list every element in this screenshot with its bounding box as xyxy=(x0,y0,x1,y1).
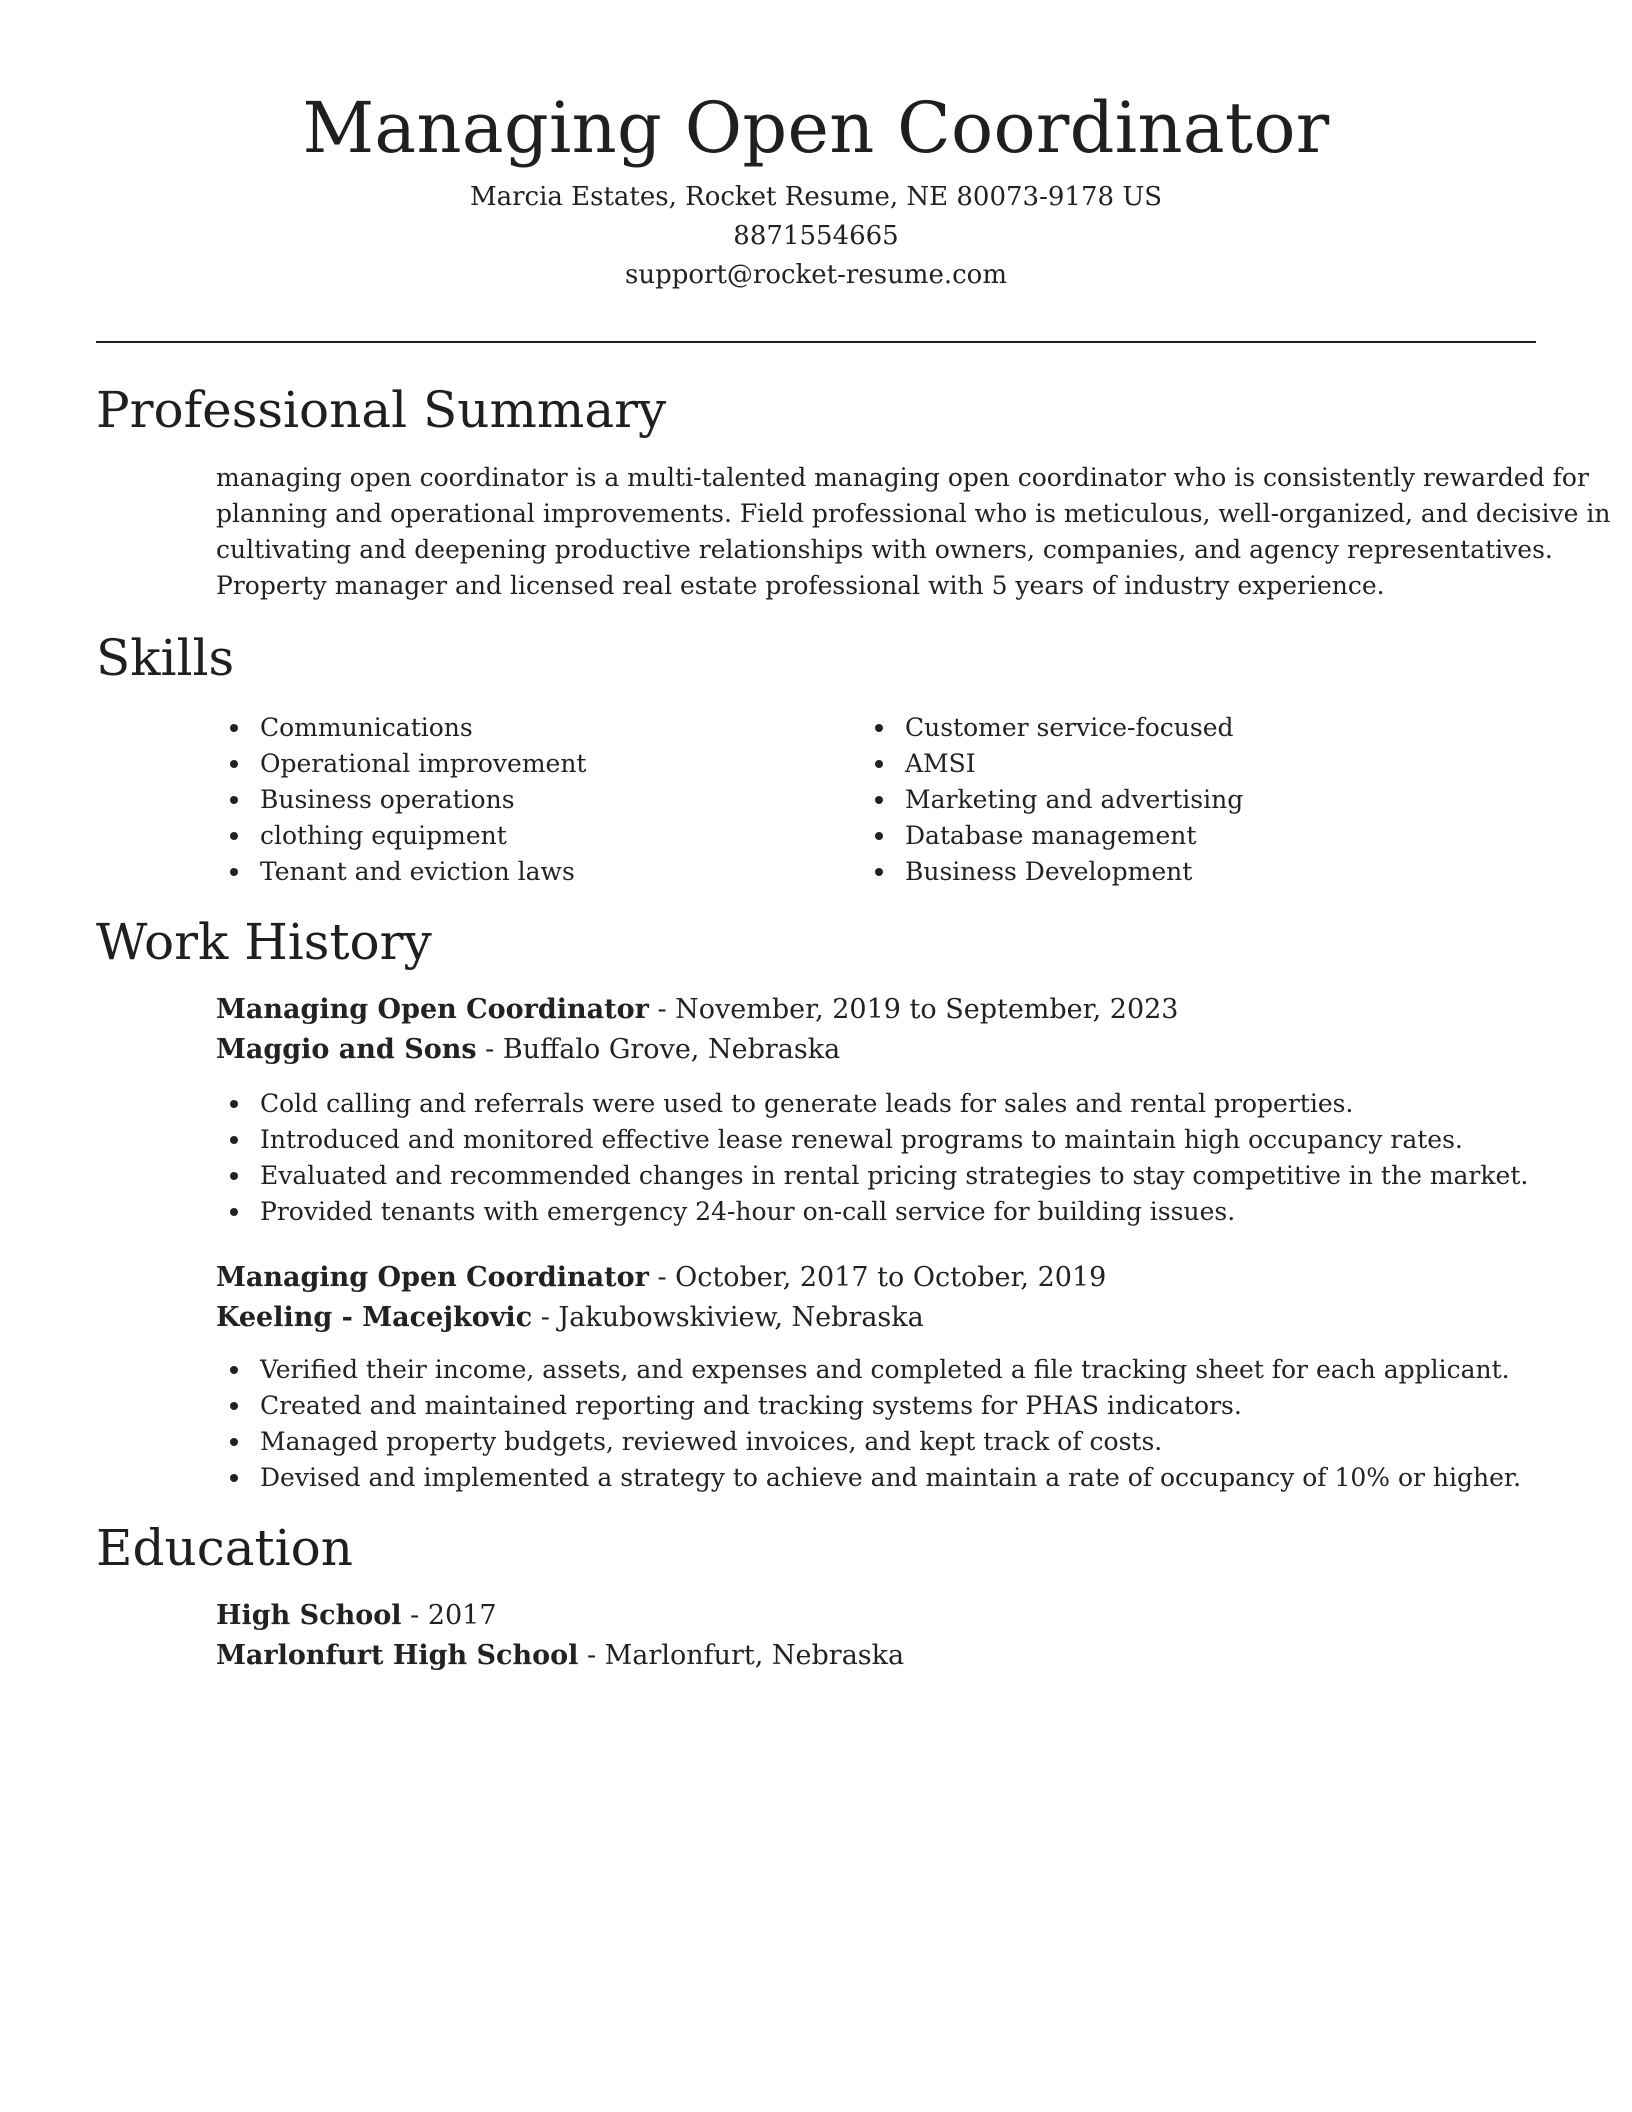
skill-item xyxy=(861,818,1243,854)
education-degree: High School xyxy=(216,1600,402,1631)
job-location: - Jakubowskiview, Nebraska xyxy=(532,1302,924,1333)
education-entry xyxy=(216,1596,1536,1676)
candidate-name: Managing Open Coordinator xyxy=(302,87,1330,169)
bullet-icon xyxy=(875,796,883,804)
job-duty xyxy=(216,1352,1536,1388)
summary-line: cultivating and deepening productive relationships with owners, companies, and agency representatives. xyxy=(216,535,1553,564)
bullet-icon xyxy=(230,1172,238,1180)
skill-item xyxy=(216,746,586,782)
skill-item xyxy=(861,782,1243,818)
address: Marcia Estates, Rocket Resume, NE 80073-9178 US xyxy=(469,182,1163,212)
job-company: Keeling - Macejkovic xyxy=(216,1302,533,1333)
skills-list-left xyxy=(216,710,586,890)
job-role: Managing Open Coordinator xyxy=(216,994,649,1025)
bullet-icon xyxy=(230,868,238,876)
skill-item xyxy=(861,746,1243,782)
bullet-icon xyxy=(230,1438,238,1446)
phone-number: 8871554665 xyxy=(733,221,899,251)
skill-item xyxy=(216,710,586,746)
bullet-icon xyxy=(230,1136,238,1144)
job-location: - Buffalo Grove, Nebraska xyxy=(476,1034,841,1065)
education-school-line xyxy=(216,1636,1536,1676)
job-duties-list xyxy=(216,1352,1536,1496)
education-location: - Marlonfurt, Nebraska xyxy=(578,1640,905,1671)
resume-header xyxy=(96,80,1536,290)
job-company: Maggio and Sons xyxy=(216,1034,477,1065)
skill-item xyxy=(216,782,586,818)
job-duty xyxy=(216,1086,1536,1122)
job-entry xyxy=(216,990,1536,1230)
skill-item xyxy=(861,710,1243,746)
bullet-icon xyxy=(230,796,238,804)
bullet-icon xyxy=(230,832,238,840)
email-address: support@rocket-resume.com xyxy=(624,260,1007,290)
skills-column-right xyxy=(861,710,1243,890)
job-duty xyxy=(216,1158,1536,1194)
bullet-icon xyxy=(230,1208,238,1216)
skills-list-right xyxy=(861,710,1243,890)
job-duty xyxy=(216,1122,1536,1158)
bullet-icon xyxy=(230,760,238,768)
bullet-icon xyxy=(875,760,883,768)
bullet-icon xyxy=(875,724,883,732)
education-school: Marlonfurt High School xyxy=(216,1640,579,1671)
job-role: Managing Open Coordinator xyxy=(216,1262,649,1293)
job-duty xyxy=(216,1388,1536,1424)
skills-heading: Skills xyxy=(96,629,235,687)
skill-label: Communications xyxy=(260,713,473,742)
job-duty xyxy=(216,1424,1536,1460)
bullet-icon xyxy=(230,724,238,732)
education-degree-line xyxy=(216,1596,1536,1636)
skill-label: Business operations xyxy=(260,785,515,814)
skill-label: Database management xyxy=(905,821,1197,850)
bullet-icon xyxy=(875,868,883,876)
work-history-heading: Work History xyxy=(96,913,432,971)
skill-item xyxy=(216,818,586,854)
skill-label: Marketing and advertising xyxy=(905,785,1244,814)
job-company-line xyxy=(216,1030,1536,1070)
skill-label: AMSI xyxy=(905,749,976,778)
skill-label: clothing equipment xyxy=(260,821,507,850)
duty-text: Devised and implemented a strategy to achieve and maintain a rate of occupancy of 10% or higher. xyxy=(260,1463,1522,1492)
summary-text xyxy=(216,460,1611,604)
bullet-icon xyxy=(875,832,883,840)
skill-label: Operational improvement xyxy=(260,749,587,778)
job-title-line xyxy=(216,990,1536,1030)
job-entry xyxy=(216,1258,1536,1496)
summary-line: managing open coordinator is a multi-talented managing open coordinator who is consistently rewarded for xyxy=(216,463,1589,492)
bullet-icon xyxy=(230,1366,238,1374)
job-title-line xyxy=(216,1258,1536,1298)
job-duty xyxy=(216,1194,1536,1230)
skills-column-left xyxy=(216,710,586,890)
header-divider xyxy=(96,341,1536,343)
bullet-icon xyxy=(230,1100,238,1108)
education-year: - 2017 xyxy=(401,1600,497,1631)
duty-text: Introduced and monitored effective lease renewal programs to maintain high occupancy rates. xyxy=(260,1125,1463,1154)
skill-item xyxy=(861,854,1243,890)
contact-info xyxy=(96,178,1536,295)
duty-text: Managed property budgets, reviewed invoices, and kept track of costs. xyxy=(260,1427,1163,1456)
job-dates: - October, 2017 to October, 2019 xyxy=(648,1262,1107,1293)
job-company-line xyxy=(216,1298,1536,1338)
summary-heading: Professional Summary xyxy=(96,381,667,439)
bullet-icon xyxy=(230,1402,238,1410)
skill-item xyxy=(216,854,586,890)
duty-text: Verified their income, assets, and expenses and completed a file tracking sheet for each applicant. xyxy=(260,1355,1510,1384)
skill-label: Business Development xyxy=(905,857,1193,886)
skill-label: Tenant and eviction laws xyxy=(260,857,575,886)
summary-line: planning and operational improvements. Field professional who is meticulous, well-organized, and decisive in xyxy=(216,499,1611,528)
duty-text: Evaluated and recommended changes in rental pricing strategies to stay competitive in the market. xyxy=(260,1161,1529,1190)
bullet-icon xyxy=(230,1474,238,1482)
skill-label: Customer service-focused xyxy=(905,713,1234,742)
duty-text: Created and maintained reporting and tracking systems for PHAS indicators. xyxy=(260,1391,1242,1420)
job-dates: - November, 2019 to September, 2023 xyxy=(648,994,1179,1025)
duty-text: Cold calling and referrals were used to generate leads for sales and rental properties. xyxy=(260,1089,1354,1118)
job-duties-list xyxy=(216,1086,1536,1230)
duty-text: Provided tenants with emergency 24-hour on-call service for building issues. xyxy=(260,1197,1236,1226)
job-duty xyxy=(216,1460,1536,1496)
education-heading: Education xyxy=(96,1519,353,1577)
summary-line: Property manager and licensed real estate professional with 5 years of industry experience. xyxy=(216,571,1385,600)
